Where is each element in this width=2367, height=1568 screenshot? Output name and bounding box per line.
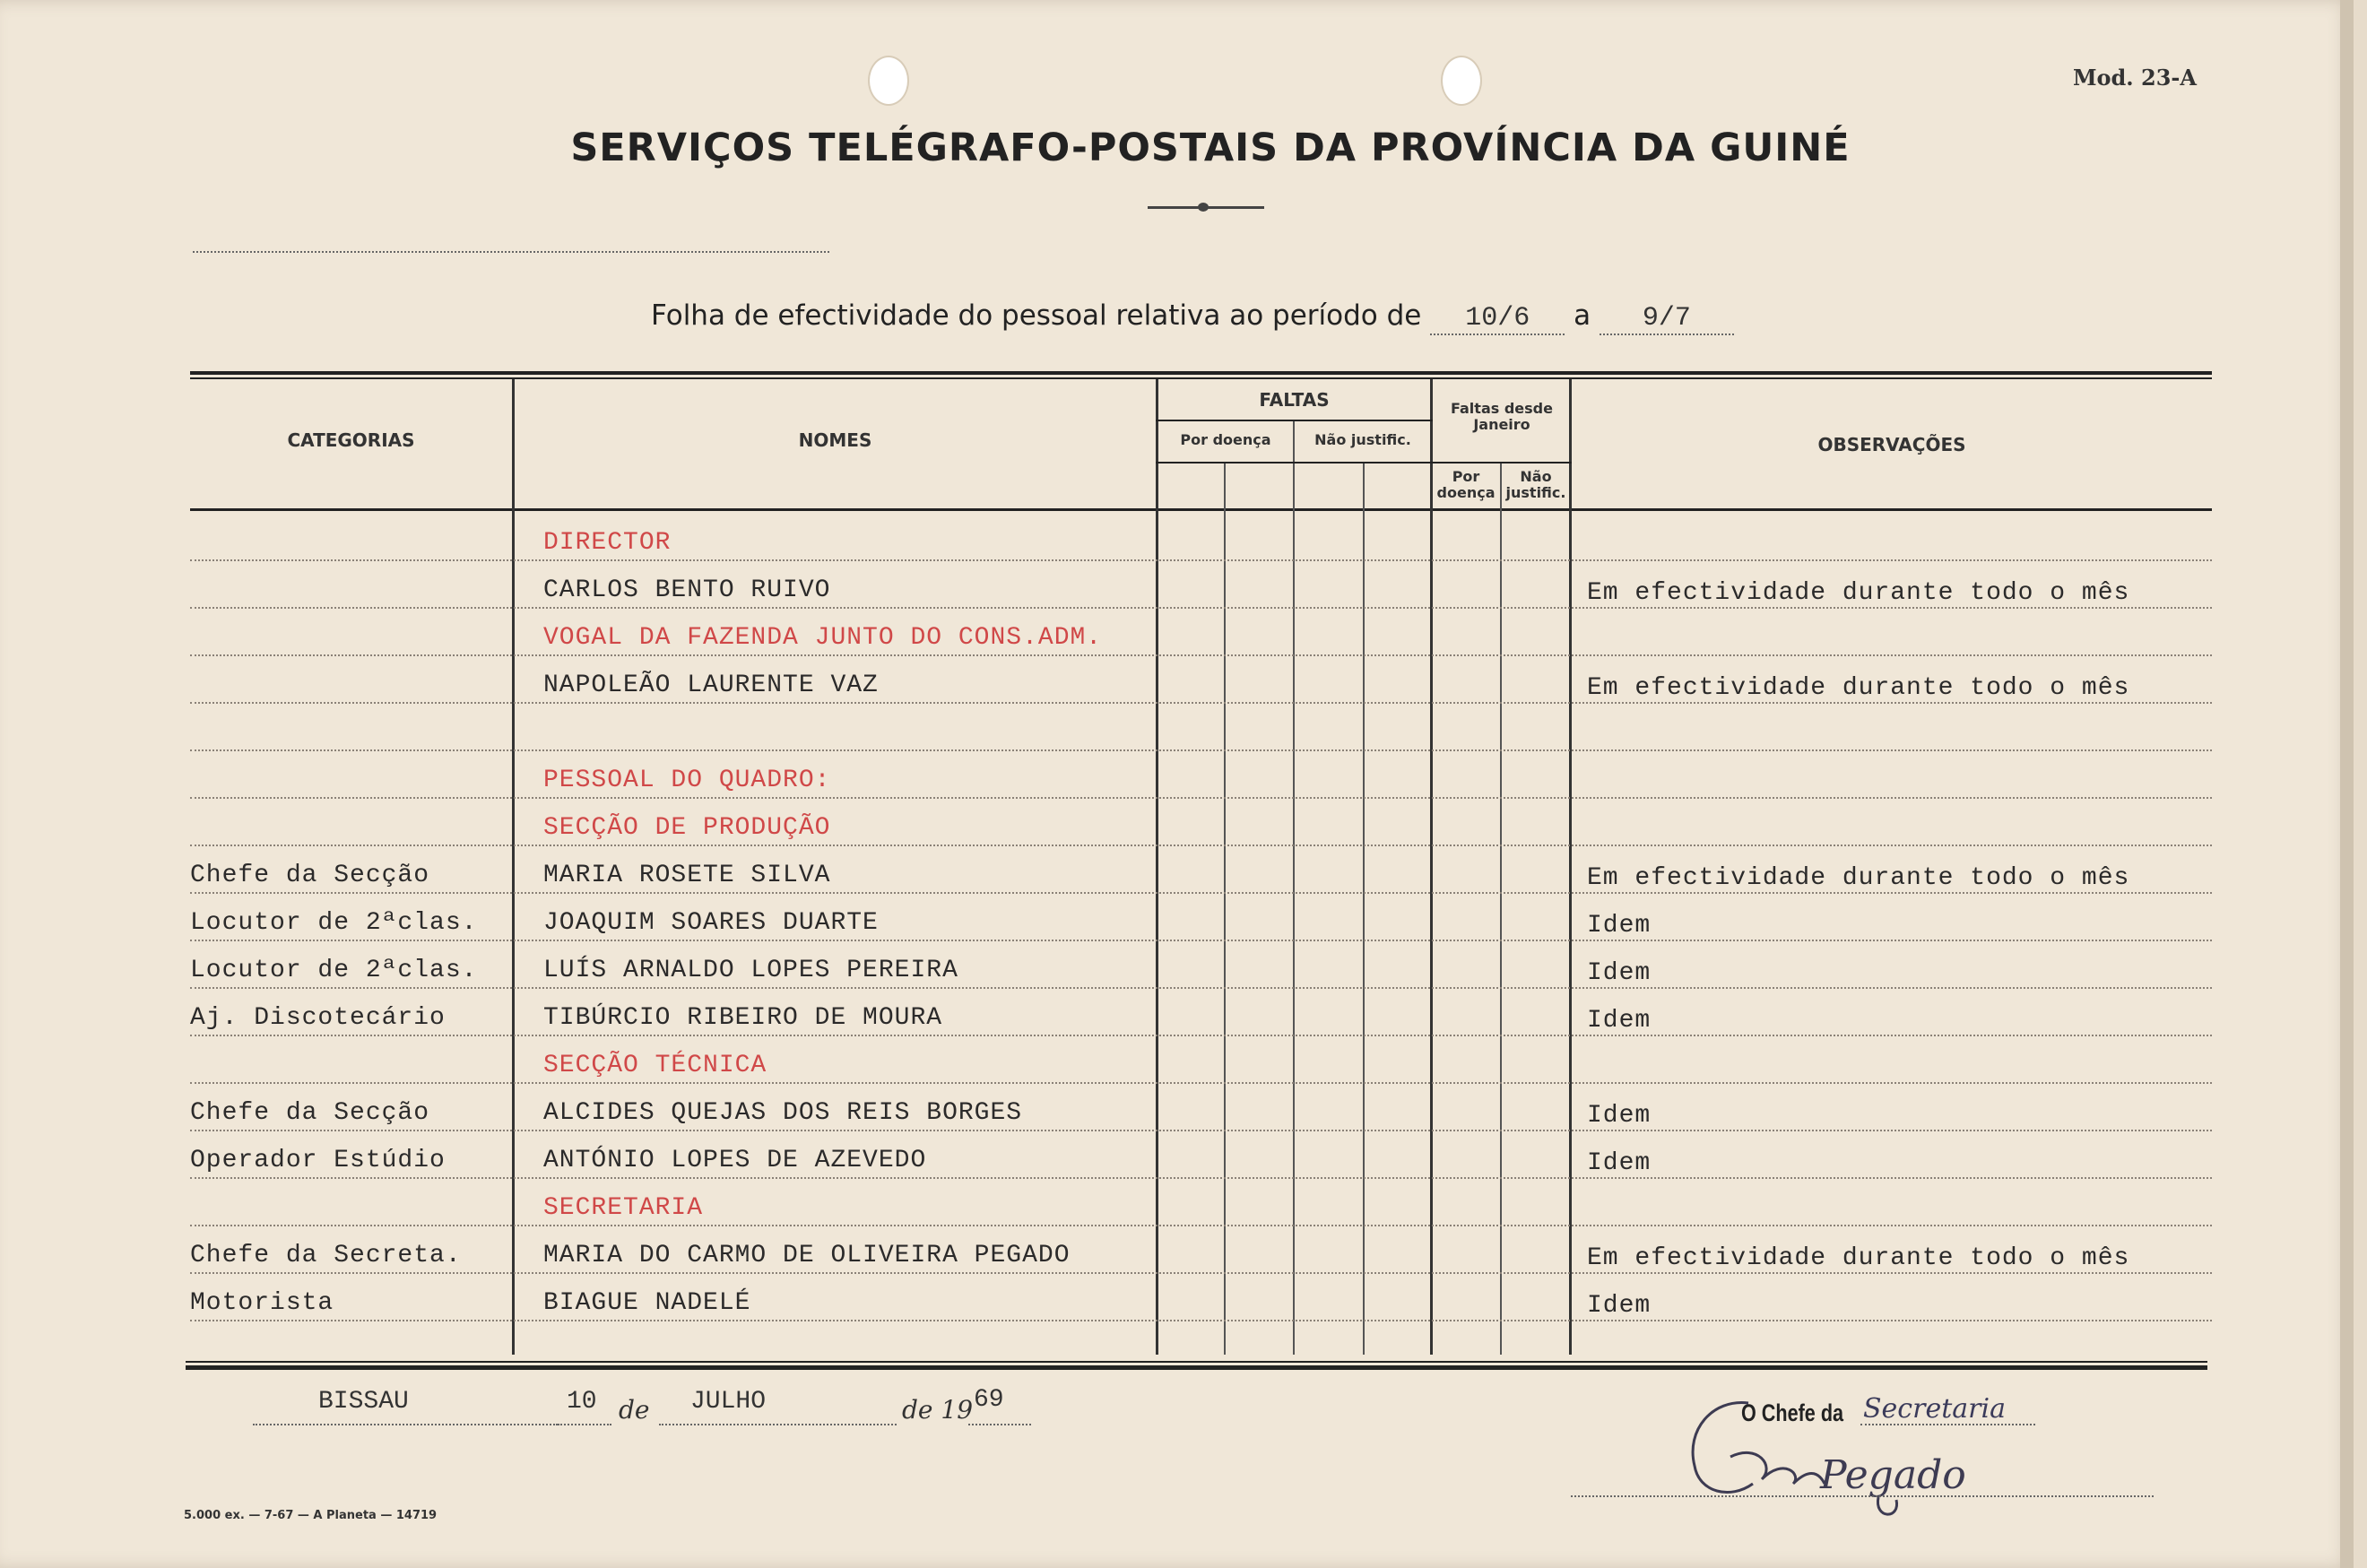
header-bottom-rule [190,508,2212,511]
row-name: SECÇÃO DE PRODUÇÃO [543,814,831,842]
header-faltas: FALTAS [1259,389,1330,411]
table-top-rule-thin [190,377,2212,379]
row-observation: Em efectividade durante todo o mês [1587,864,2130,892]
signature-line [1571,1495,2154,1497]
row-name: CARLOS BENTO RUIVO [543,576,831,604]
col-subdivider-1 [1224,462,1226,1355]
row-name: ALCIDES QUEJAS DOS REIS BORGES [543,1099,1023,1127]
department-field-line [193,251,829,253]
row-category: Operador Estúdio [190,1147,446,1174]
table-bottom-rule [186,1365,2207,1370]
row-line [190,797,2212,799]
row-name: LUÍS ARNALDO LOPES PEREIRA [543,957,958,984]
header-observacoes: OBSERVAÇÕES [1817,434,1966,455]
row-category: Motorista [190,1289,334,1317]
year-field-line [968,1424,1031,1425]
row-line [190,607,2212,609]
row-name: SECÇÃO TÉCNICA [543,1052,767,1079]
col-divider-faltas [1430,379,1433,1355]
faltas-sub-rule [1156,462,1433,463]
row-line [190,892,2212,894]
period-line [651,299,1734,335]
header-nomes: NOMES [798,429,872,451]
period-to: 9/7 [1600,303,1734,335]
place: BISSAU [318,1388,409,1416]
period-label: Folha de efectividade do pessoal relativa ao período de [651,299,1422,332]
period-separator: a [1574,299,1591,332]
janeiro-sub-rule [1430,462,1572,463]
row-category: Aj. Discotecário [190,1004,446,1032]
month-field-line [659,1424,897,1425]
table-top-rule [190,371,2212,375]
model-number: Mod. 23-A [2072,65,2197,91]
row-category: Locutor de 2ªclas. [190,957,478,984]
row-line [190,654,2212,656]
de-label-1: de [619,1395,650,1425]
row-name: ANTÓNIO LOPES DE AZEVEDO [543,1147,927,1174]
header-janeiro-nao-justific: Não justific. [1505,468,1566,501]
header-janeiro-por-doenca: Por doença [1436,468,1496,501]
title-ornament-dot [1198,203,1209,212]
row-name: NAPOLEÃO LAURENTE VAZ [543,671,879,699]
row-line [190,749,2212,751]
row-name: TIBÚRCIO RIBEIRO DE MOURA [543,1004,943,1032]
row-line [190,1272,2212,1274]
year: 69 [974,1386,1004,1414]
row-line [190,1082,2212,1084]
row-name: JOAQUIM SOARES DUARTE [543,909,879,937]
page-edge [2340,0,2354,1568]
row-category: Chefe da Secção [190,862,430,889]
signature-image [1677,1394,1999,1529]
header-por-doenca: Por doença [1180,431,1271,448]
row-name: MARIA DO CARMO DE OLIVEIRA PEGADO [543,1242,1071,1269]
table-bottom-rule-thin [186,1361,2207,1363]
day-field-line [558,1424,611,1425]
col-divider-janeiro [1569,379,1572,1355]
col-divider-nomes [1156,379,1158,1355]
row-name: MARIA ROSETE SILVA [543,862,831,889]
row-observation: Idem [1587,1149,1652,1177]
form-title: SERVIÇOS TELÉGRAFO-POSTAIS DA PROVÍNCIA DA GUINÉ [570,126,1851,170]
col-subdivider-2 [1363,462,1365,1355]
row-name: VOGAL DA FAZENDA JUNTO DO CONS.ADM. [543,624,1103,652]
place-field-line [253,1424,558,1425]
row-category: Locutor de 2ªclas. [190,909,478,937]
row-line [190,845,2212,846]
row-observation: Em efectividade durante todo o mês [1587,674,2130,702]
col-divider-categorias [512,379,515,1355]
row-line [190,940,2212,941]
month: JULHO [690,1388,767,1416]
row-observation: Idem [1587,1007,1652,1035]
row-observation: Idem [1587,1292,1652,1320]
punch-hole-right [1441,56,1482,106]
chefe-label: O Chefe da [1741,1399,1844,1426]
row-name: SECRETARIA [543,1194,704,1222]
period-from: 10/6 [1430,303,1565,335]
chefe-role: Secretaria [1863,1393,2006,1425]
row-observation: Idem [1587,959,1652,987]
row-observation: Em efectividade durante todo o mês [1587,579,2130,607]
row-name: BIAGUE NADELÉ [543,1289,751,1317]
row-observation: Em efectividade durante todo o mês [1587,1244,2130,1272]
row-line [190,702,2212,704]
row-observation: Idem [1587,912,1652,940]
punch-hole-left [868,56,909,106]
row-line [190,1177,2212,1179]
row-category: Chefe da Secção [190,1099,430,1127]
header-categorias: CATEGORIAS [287,429,415,451]
print-info: 5.000 ex. — 7-67 — A Planeta — 14719 [184,1509,438,1522]
col-subdivider-3 [1500,462,1502,1355]
header-faltas-desde-janeiro: Faltas desde Janeiro [1451,400,1553,433]
signature-text: Pegado [1820,1452,1966,1498]
row-observation: Idem [1587,1102,1652,1130]
row-category: Chefe da Secreta. [190,1242,462,1269]
row-name: DIRECTOR [543,529,672,557]
row-line [190,559,2212,561]
row-line [190,1320,2212,1321]
row-name: PESSOAL DO QUADRO: [543,767,831,794]
row-line [190,1225,2212,1226]
row-line [190,1130,2212,1131]
header-nao-justific: Não justific. [1314,431,1411,448]
row-line [190,1035,2212,1036]
faltas-underline [1156,420,1433,421]
de-year-label: de 19 [902,1395,974,1425]
row-line [190,987,2212,989]
day: 10 [567,1388,597,1416]
